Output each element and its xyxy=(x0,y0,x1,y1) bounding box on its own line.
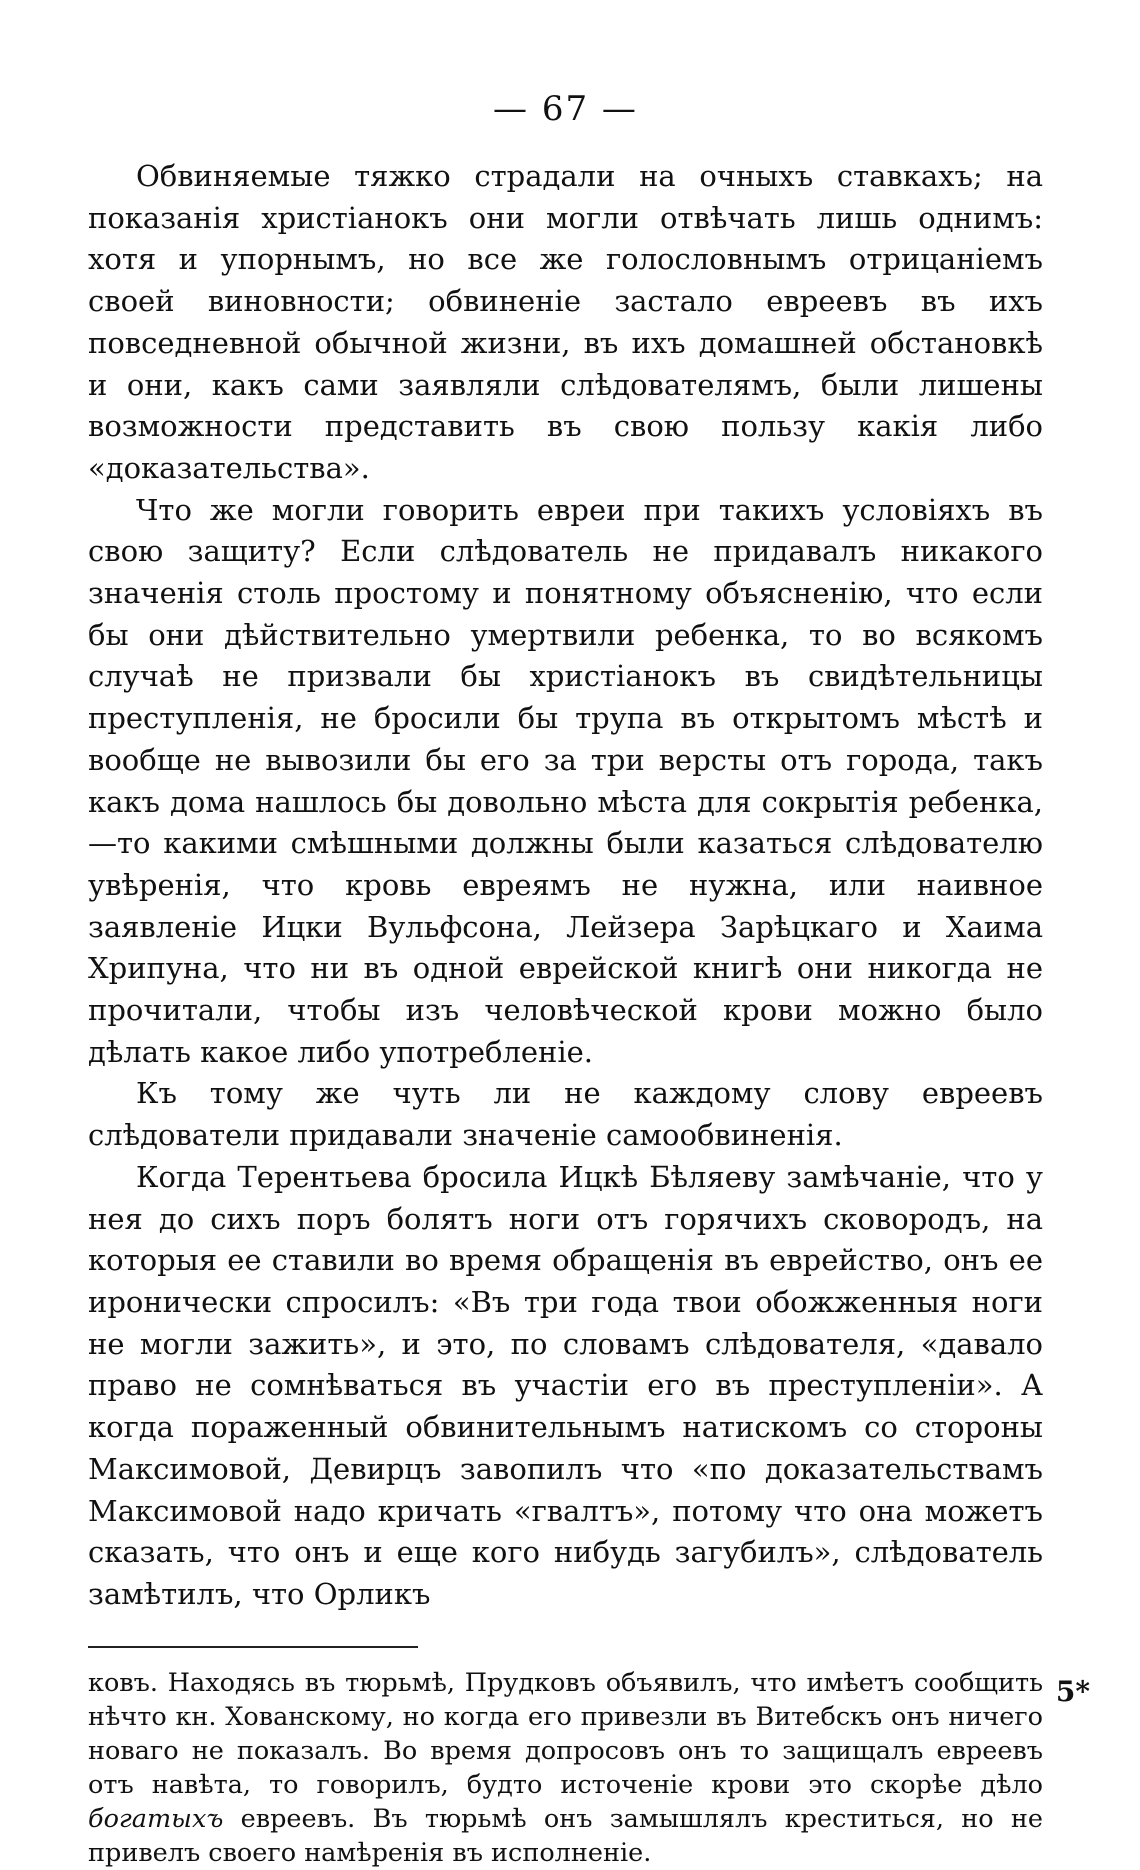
paragraph-3: Къ тому же чуть ли не каждому слову евреевъ слѣдователи придавали значеніе самообвиненія. xyxy=(88,1076,1043,1153)
book-page xyxy=(88,88,1043,1870)
footnote-part-1: ковъ. Находясь въ тюрьмѣ, Прудковъ объявилъ, что имѣетъ сообщить нѣчто кн. Хованскому, но когда его привезли въ Витебскъ онъ ничего новаго не показалъ. Во время допросовъ онъ то защищалъ евреевъ отъ навѣта, то говорилъ, будто источеніе крови это скорѣе дѣло xyxy=(88,1667,1043,1800)
footnote-divider xyxy=(88,1646,418,1648)
paragraph-2: Что же могли говорить евреи при такихъ условіяхъ въ свою защиту? Если слѣдователь не придавалъ никакого значенія столь простому и понятному объясненію, что если бы они дѣйствительно умертвили ребенка, то во всякомъ случаѣ не призвали бы христіанокъ въ свидѣтельницы преступленія, не бросили бы трупа въ открытомъ мѣстѣ и вообще не вывозили бы его за три версты отъ города, такъ какъ дома нашлось бы довольно мѣста для сокрытія ребенка,—то какими смѣшными должны были казаться слѣдователю увѣренія, что кровь евреямъ не нужна, или наивное заявленіе Ицки Вульфсона, Лейзера Зарѣцкаго и Хаима Хрипуна, что ни въ одной еврейской книгѣ они никогда не прочитали, чтобы изъ человѣческой крови можно было дѣлать какое либо употребленіе. xyxy=(88,492,1043,1069)
main-text xyxy=(88,156,1043,1616)
footnote-text xyxy=(88,1666,1043,1870)
signature-mark: 5* xyxy=(1055,1675,1090,1708)
page-number: — 67 — xyxy=(493,89,638,129)
footnote xyxy=(88,1666,1043,1870)
paragraph-1: Обвиняемые тяжко страдали на очныхъ ставкахъ; на показанія христіанокъ они могли отвѣчать лишь однимъ: хотя и упорнымъ, но все же голословнымъ отрицаніемъ своей виновности; обвиненіе застало евреевъ въ ихъ повседневной обычной жизни, въ ихъ домашней обстановкѣ и они, какъ сами заявляли слѣдователямъ, были лишены возможности представить въ свою пользу какія либо «доказательства». xyxy=(88,159,1043,485)
footnote-part-2: евреевъ. Въ тюрьмѣ онъ замышлялъ креститься, но не привелъ своего намѣренія въ исполненіе. xyxy=(88,1803,1043,1868)
paragraph-4: Когда Терентьева бросила Ицкѣ Бѣляеву замѣчаніе, что у нея до сихъ поръ болятъ ноги отъ горячихъ сковородъ, на которыя ее ставили во время обращенія въ еврейство, онъ ее иронически спросилъ: «Въ три года твои обожженныя ноги не могли зажить», и это, по словамъ слѣдователя, «давало право не сомнѣваться въ участіи его въ преступленіи». А когда пораженный обвинительнымъ натискомъ со стороны Максимовой, Девирцъ завопилъ что «по доказательствамъ Максимовой надо кричать «гвалтъ», потому что она можетъ сказать, что онъ и еще кого нибудь загубилъ», слѣдователь замѣтилъ, что Орликъ xyxy=(88,1159,1043,1611)
footnote-italic: богатыхъ xyxy=(88,1803,224,1834)
